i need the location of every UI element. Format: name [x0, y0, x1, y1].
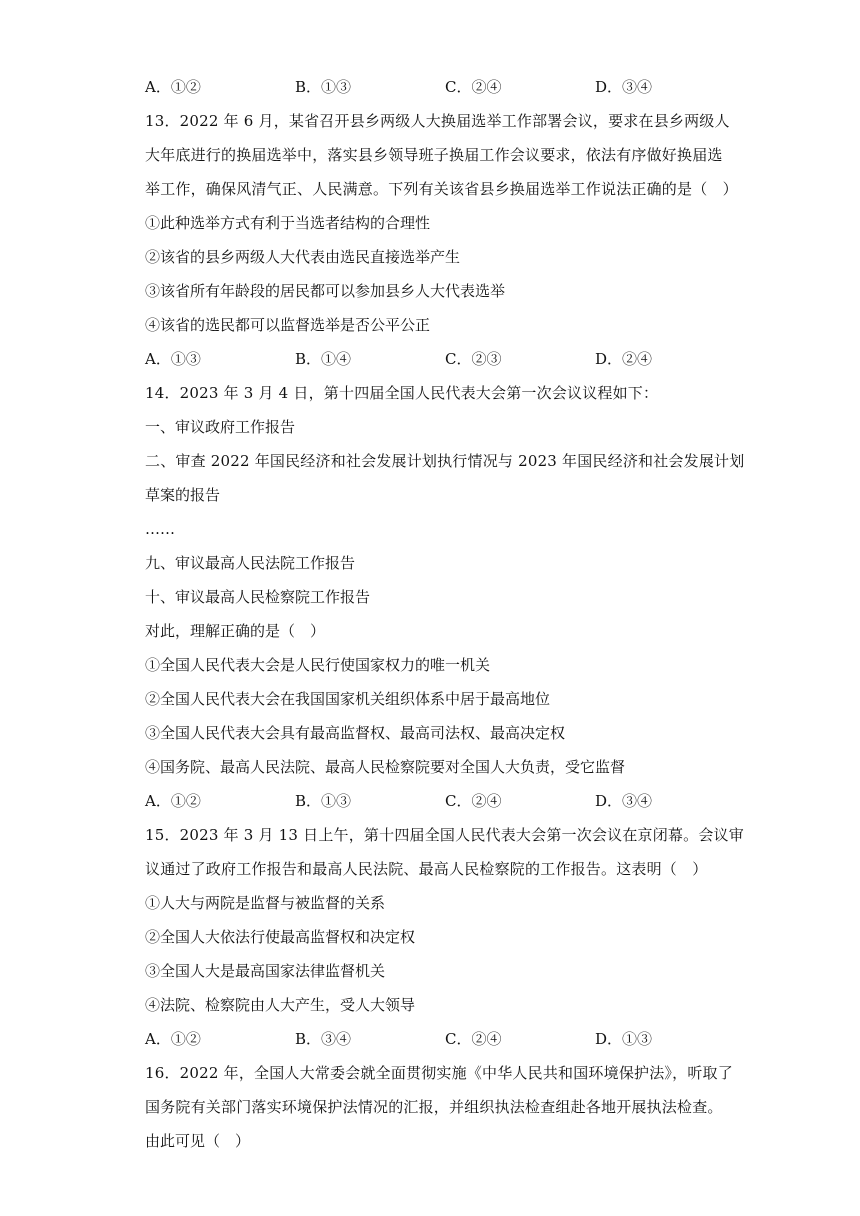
q13-item-4: ④该省的选民都可以监督选举是否公平公正	[145, 316, 431, 334]
q13-option-d[interactable]: D．②④	[595, 350, 653, 368]
q15-option-d[interactable]: D．①③	[595, 1030, 653, 1048]
q14-item-2: ②全国人民代表大会在我国国家机关组织体系中居于最高地位	[145, 690, 551, 708]
q13-item-2: ②该省的县乡两级人大代表由选民直接选举产生	[145, 248, 461, 266]
q13-stem-line: 大年底进行的换届选举中，落实县乡领导班子换届工作会议要求，依法有序做好换届选	[145, 146, 723, 164]
q14-agenda-item: 草案的报告	[145, 486, 221, 504]
q13-item-1: ①此种选举方式有利于当选者结构的合理性	[145, 214, 431, 232]
q14-option-a[interactable]: A．①②	[145, 792, 201, 810]
q12-option-c[interactable]: C．②④	[445, 78, 502, 96]
q13-item-3: ③该省所有年龄段的居民都可以参加县乡人大代表选举	[145, 282, 506, 300]
q14-stem-line: 14．2023 年 3 月 4 日，第十四届全国人民代表大会第一次会议议程如下：	[145, 384, 659, 402]
q14-option-b[interactable]: B．①③	[295, 792, 352, 810]
q14-options	[145, 784, 725, 818]
q15-stem-line: 15．2023 年 3 月 13 日上午，第十四届全国人民代表大会第一次会议在京闭幕。会议审	[145, 826, 744, 844]
q12-option-b[interactable]: B．①③	[295, 78, 352, 96]
q14-option-d[interactable]: D．③④	[595, 792, 653, 810]
q14-item-1: ①全国人民代表大会是人民行使国家权力的唯一机关	[145, 656, 491, 674]
q12-option-a[interactable]: A．①②	[145, 78, 201, 96]
q14-option-c[interactable]: C．②④	[445, 792, 502, 810]
q15-item-1: ①人大与两院是监督与被监督的关系	[145, 894, 386, 912]
q14-agenda-item: 一、审议政府工作报告	[145, 418, 296, 436]
q13-option-c[interactable]: C．②③	[445, 350, 502, 368]
q14-prompt: 对此，理解正确的是（ ）	[145, 622, 326, 640]
question-15	[145, 818, 744, 1056]
question-16	[145, 1056, 733, 1158]
q14-item-4: ④国务院、最高人民法院、最高人民检察院要对全国人大负责，受它监督	[145, 758, 626, 776]
q15-stem-line: 议通过了政府工作报告和最高人民法院、最高人民检察院的工作报告。这表明（ ）	[145, 860, 708, 878]
question-14	[145, 376, 745, 818]
q14-ellipsis: ……	[145, 520, 175, 538]
q13-options	[145, 342, 725, 376]
q13-stem-line: 13．2022 年 6 月，某省召开县乡两级人大换届选举工作部署会议，要求在县乡两级人	[145, 112, 730, 130]
q12-option-d[interactable]: D．③④	[595, 78, 653, 96]
q15-option-c[interactable]: C．②④	[445, 1030, 502, 1048]
q13-option-a[interactable]: A．①③	[145, 350, 201, 368]
q15-option-a[interactable]: A．①②	[145, 1030, 201, 1048]
exam-page	[145, 70, 745, 1158]
q14-agenda-item: 九、审议最高人民法院工作报告	[145, 554, 356, 572]
q14-item-3: ③全国人民代表大会具有最高监督权、最高司法权、最高决定权	[145, 724, 566, 742]
q14-agenda-item: 十、审议最高人民检察院工作报告	[145, 588, 371, 606]
q15-item-4: ④法院、检察院由人大产生，受人大领导	[145, 996, 416, 1014]
q13-stem-line: 举工作，确保风清气正、人民满意。下列有关该省县乡换届选举工作说法正确的是（ ）	[145, 180, 738, 198]
q15-item-3: ③全国人大是最高国家法律监督机关	[145, 962, 386, 980]
q16-stem-line: 由此可见（ ）	[145, 1132, 251, 1150]
q16-stem-line: 16．2022 年，全国人大常委会就全面贯彻实施《中华人民共和国环境保护法》，听取了	[145, 1064, 733, 1082]
q15-option-b[interactable]: B．③④	[295, 1030, 352, 1048]
q15-options	[145, 1022, 725, 1056]
q14-agenda-item: 二、审查 2022 年国民经济和社会发展计划执行情况与 2023 年国民经济和社会发展计划	[145, 452, 745, 470]
question-13	[145, 104, 738, 376]
q16-stem-line: 国务院有关部门落实环境保护法情况的汇报，并组织执法检查组赴各地开展执法检查。	[145, 1098, 723, 1116]
q13-option-b[interactable]: B．①④	[295, 350, 352, 368]
q15-item-2: ②全国人大依法行使最高监督权和决定权	[145, 928, 416, 946]
q12-options	[145, 70, 725, 104]
